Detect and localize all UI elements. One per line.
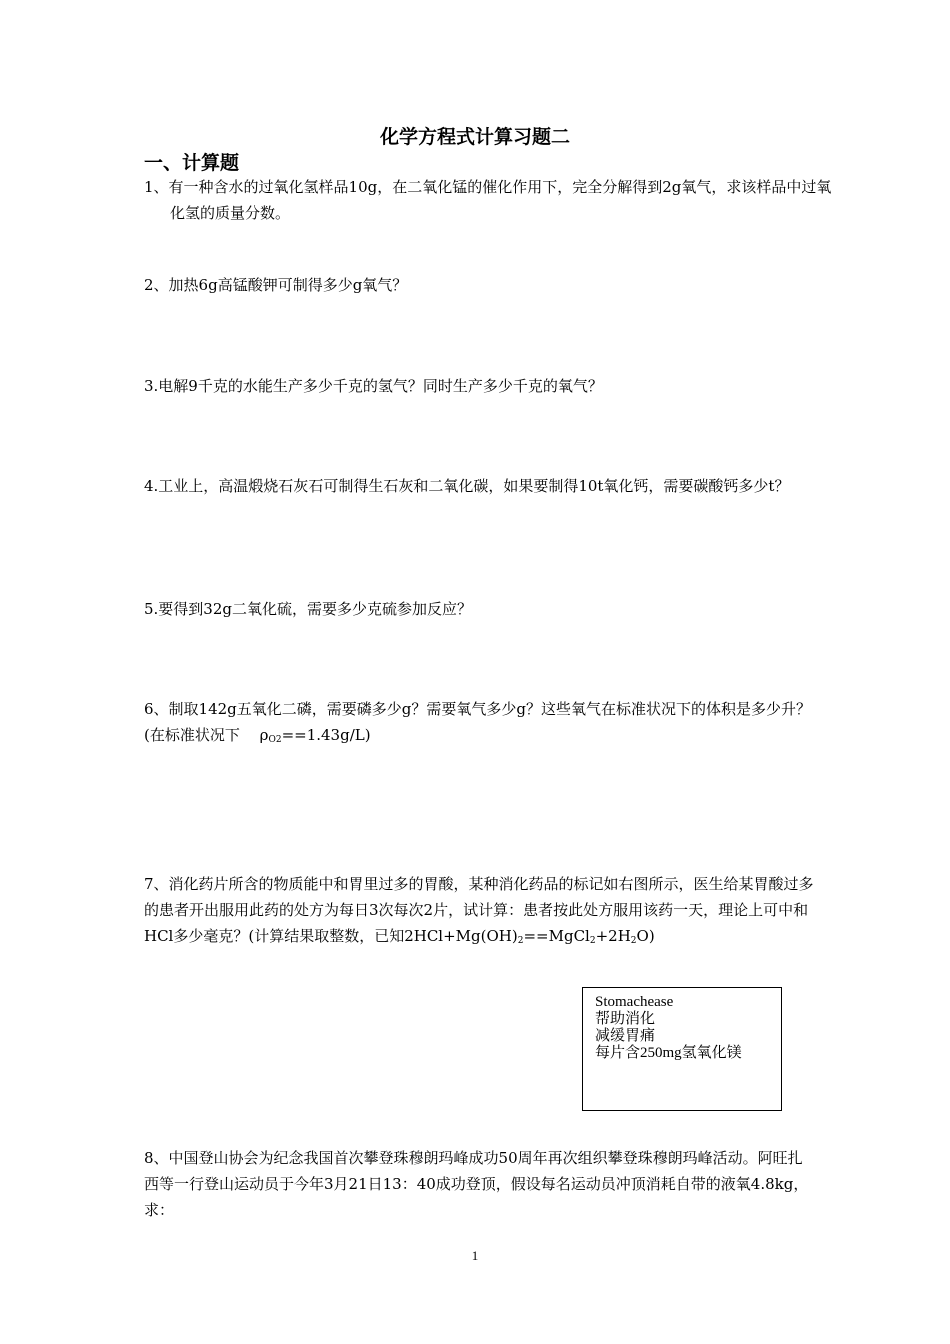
formula-part: O) (636, 927, 655, 945)
drug-label-line: 帮助消化 (595, 1011, 656, 1027)
density-subscript: O2 (268, 735, 282, 745)
problem-5: 5.要得到32g二氧化硫，需要多少克硫参加反应？ (144, 600, 473, 618)
problem-8: 8、中国登山协会为纪念我国首次攀登珠穆朗玛峰成功50周年再次组织攀登珠穆朗玛峰活动。阿旺扎西等一行登山运动员于今年3月21日13：40成功登顶，假设每名运动员冲顶消耗自带的液氧4.8kg，求： (144, 1149, 809, 1219)
problem-1: 1、有一种含水的过氧化氢样品10g，在二氧化锰的催化作用下，完全分解得到2g氧气，求该样品中过氧化氢的质量分数。 (144, 178, 832, 222)
problem-3: 3.电解9千克的水能生产多少千克的氢气？同时生产多少千克的氧气？ (144, 377, 603, 395)
page-title: 化学方程式计算习题二 (379, 126, 570, 148)
drug-name: Stomachease (595, 994, 674, 1010)
problem-4: 4.工业上，高温煅烧石灰石可制得生石灰和二氧化碳，如果要制得10t氧化钙，需要碳酸钙多少t？ (144, 477, 790, 495)
formula-subscript: 2 (517, 936, 524, 946)
problem-7-text: 7、消化药片所含的物质能中和胃里过多的胃酸，某种消化药品的标记如右图所示，医生给某胃酸过多的患者开出服用此药的处方为每日3次每次2片，试计算：患者按此处方服用该药一天，理论上可中和HCl多少毫克？(计算结果取整数，已知2HCl+Mg(OH) (144, 875, 814, 945)
problem-6-text: 6、制取142g五氧化二磷，需要磷多少g？需要氧气多少g？这些氧气在标准状况下的体积是多少升？(在标准状况下 ρ (144, 700, 811, 744)
problem-2: 2、加热6g高锰酸钾可制得多少g氧气？ (144, 276, 408, 294)
section-heading: 一、计算题 (144, 152, 240, 174)
formula-subscript: 2 (589, 936, 596, 946)
formula-subscript: 2 (630, 936, 637, 946)
formula-part: +2H (595, 927, 631, 945)
formula-part: ==MgCl (523, 927, 590, 945)
problem-7 (144, 871, 814, 949)
drug-label-box (582, 987, 782, 1111)
problem-6-tail: ==1.43g/L) (281, 726, 371, 744)
drug-label-line: 减缓胃痛 (595, 1028, 656, 1044)
problem-6 (144, 696, 814, 748)
drug-label-line: 每片含250mg氢氧化镁 (595, 1045, 742, 1061)
page-number: 1 (471, 1248, 479, 1263)
